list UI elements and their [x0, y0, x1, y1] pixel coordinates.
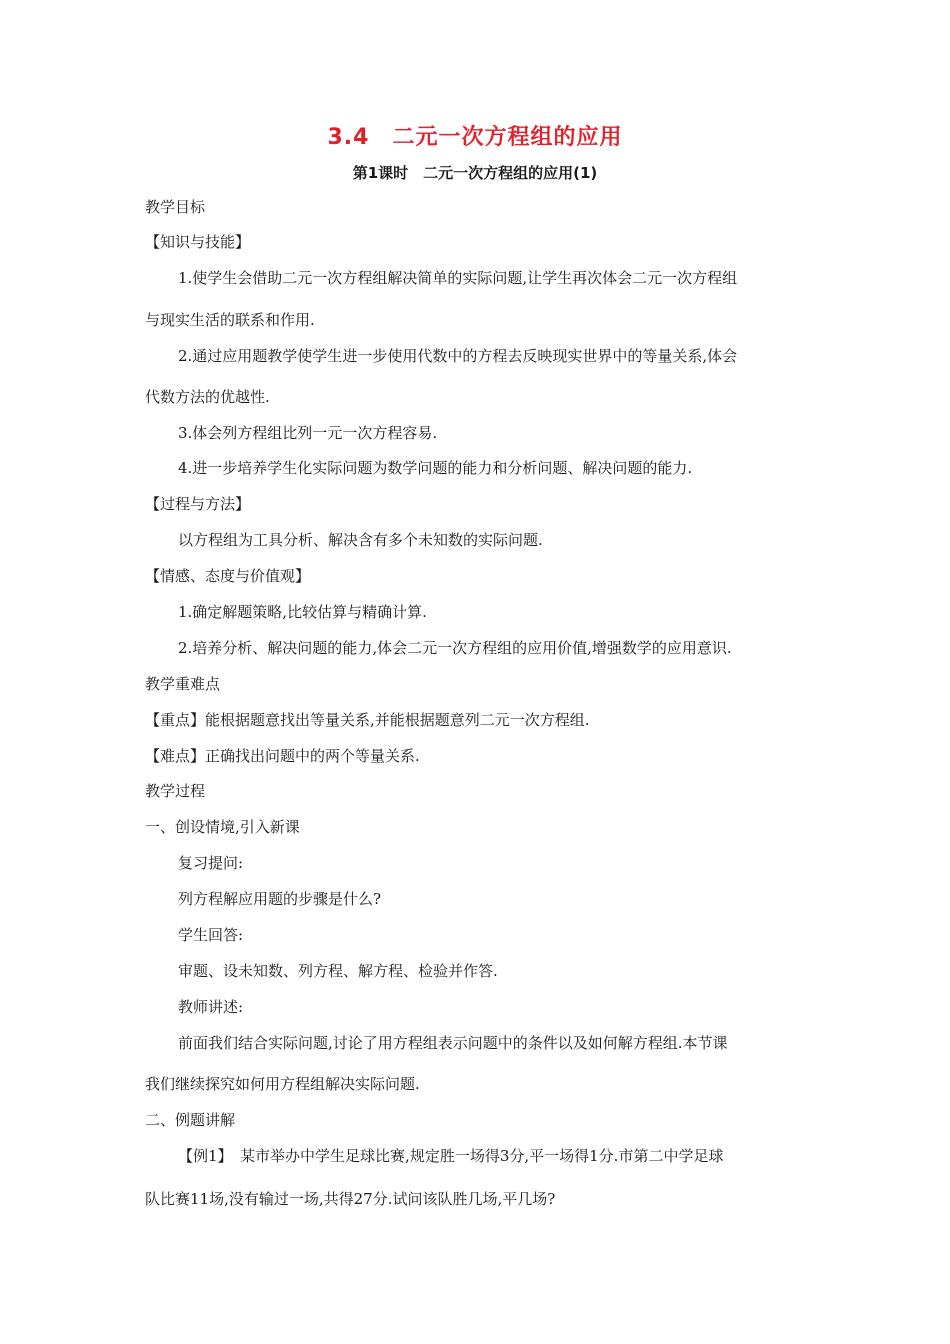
subsection-heading: 一、创设情境,引入新课	[145, 818, 300, 836]
paragraph-line: 前面我们结合实际问题,讨论了用方程组表示问题中的条件以及如何解方程组.本节课	[178, 1034, 728, 1052]
paragraph-line: 代数方法的优越性.	[145, 388, 270, 406]
paragraph-line: 4.进一步培养学生化实际问题为数学问题的能力和分析问题、解决问题的能力.	[178, 459, 693, 477]
paragraph-line: 2.通过应用题教学使学生进一步使用代数中的方程去反映现实世界中的等量关系,体会	[178, 347, 738, 365]
subheading-process-method: 【过程与方法】	[145, 495, 251, 513]
paragraph-line: 3.体会列方程组比列一元一次方程容易.	[178, 424, 438, 442]
paragraph-line: 1.使学生会借助二元一次方程组解决简单的实际问题,让学生再次体会二元一次方程组	[178, 269, 738, 287]
section-heading-process: 教学过程	[145, 782, 206, 800]
subsection-heading: 二、例题讲解	[145, 1111, 236, 1129]
paragraph-line: 以方程组为工具分析、解决含有多个未知数的实际问题.	[178, 531, 543, 549]
lesson-subtitle: 第1课时 二元一次方程组的应用(1)	[352, 164, 598, 182]
paragraph-line: 我们继续探究如何用方程组解决实际问题.	[145, 1075, 420, 1093]
paragraph-line: 与现实生活的联系和作用.	[145, 311, 315, 329]
paragraph-line: 学生回答:	[178, 926, 244, 944]
difficulty-line: 【难点】正确找出问题中的两个等量关系.	[145, 747, 420, 765]
subheading-knowledge-skills: 【知识与技能】	[145, 233, 251, 251]
paragraph-line: 审题、设未知数、列方程、解方程、检验并作答.	[178, 962, 498, 980]
section-heading-key-points: 教学重难点	[145, 675, 221, 693]
paragraph-line: 1.确定解题策略,比较估算与精确计算.	[178, 603, 427, 621]
paragraph-line: 2.培养分析、解决问题的能力,体会二元一次方程组的应用价值,增强数学的应用意识.	[178, 639, 732, 657]
key-point-line: 【重点】能根据题意找出等量关系,并能根据题意列二元一次方程组.	[145, 711, 590, 729]
subheading-emotion-attitude: 【情感、态度与价值观】	[145, 567, 311, 585]
example-line: 【例1】 某市举办中学生足球比赛,规定胜一场得3分,平一场得1分.市第二中学足球	[178, 1147, 724, 1165]
document-title: 3.4 二元一次方程组的应用	[327, 125, 623, 150]
section-heading-objectives: 教学目标	[145, 198, 206, 216]
paragraph-line: 教师讲述:	[178, 998, 244, 1016]
paragraph-line: 列方程解应用题的步骤是什么?	[178, 890, 382, 908]
example-line: 队比赛11场,没有输过一场,共得27分.试问该队胜几场,平几场?	[145, 1190, 556, 1208]
paragraph-line: 复习提问:	[178, 854, 244, 872]
